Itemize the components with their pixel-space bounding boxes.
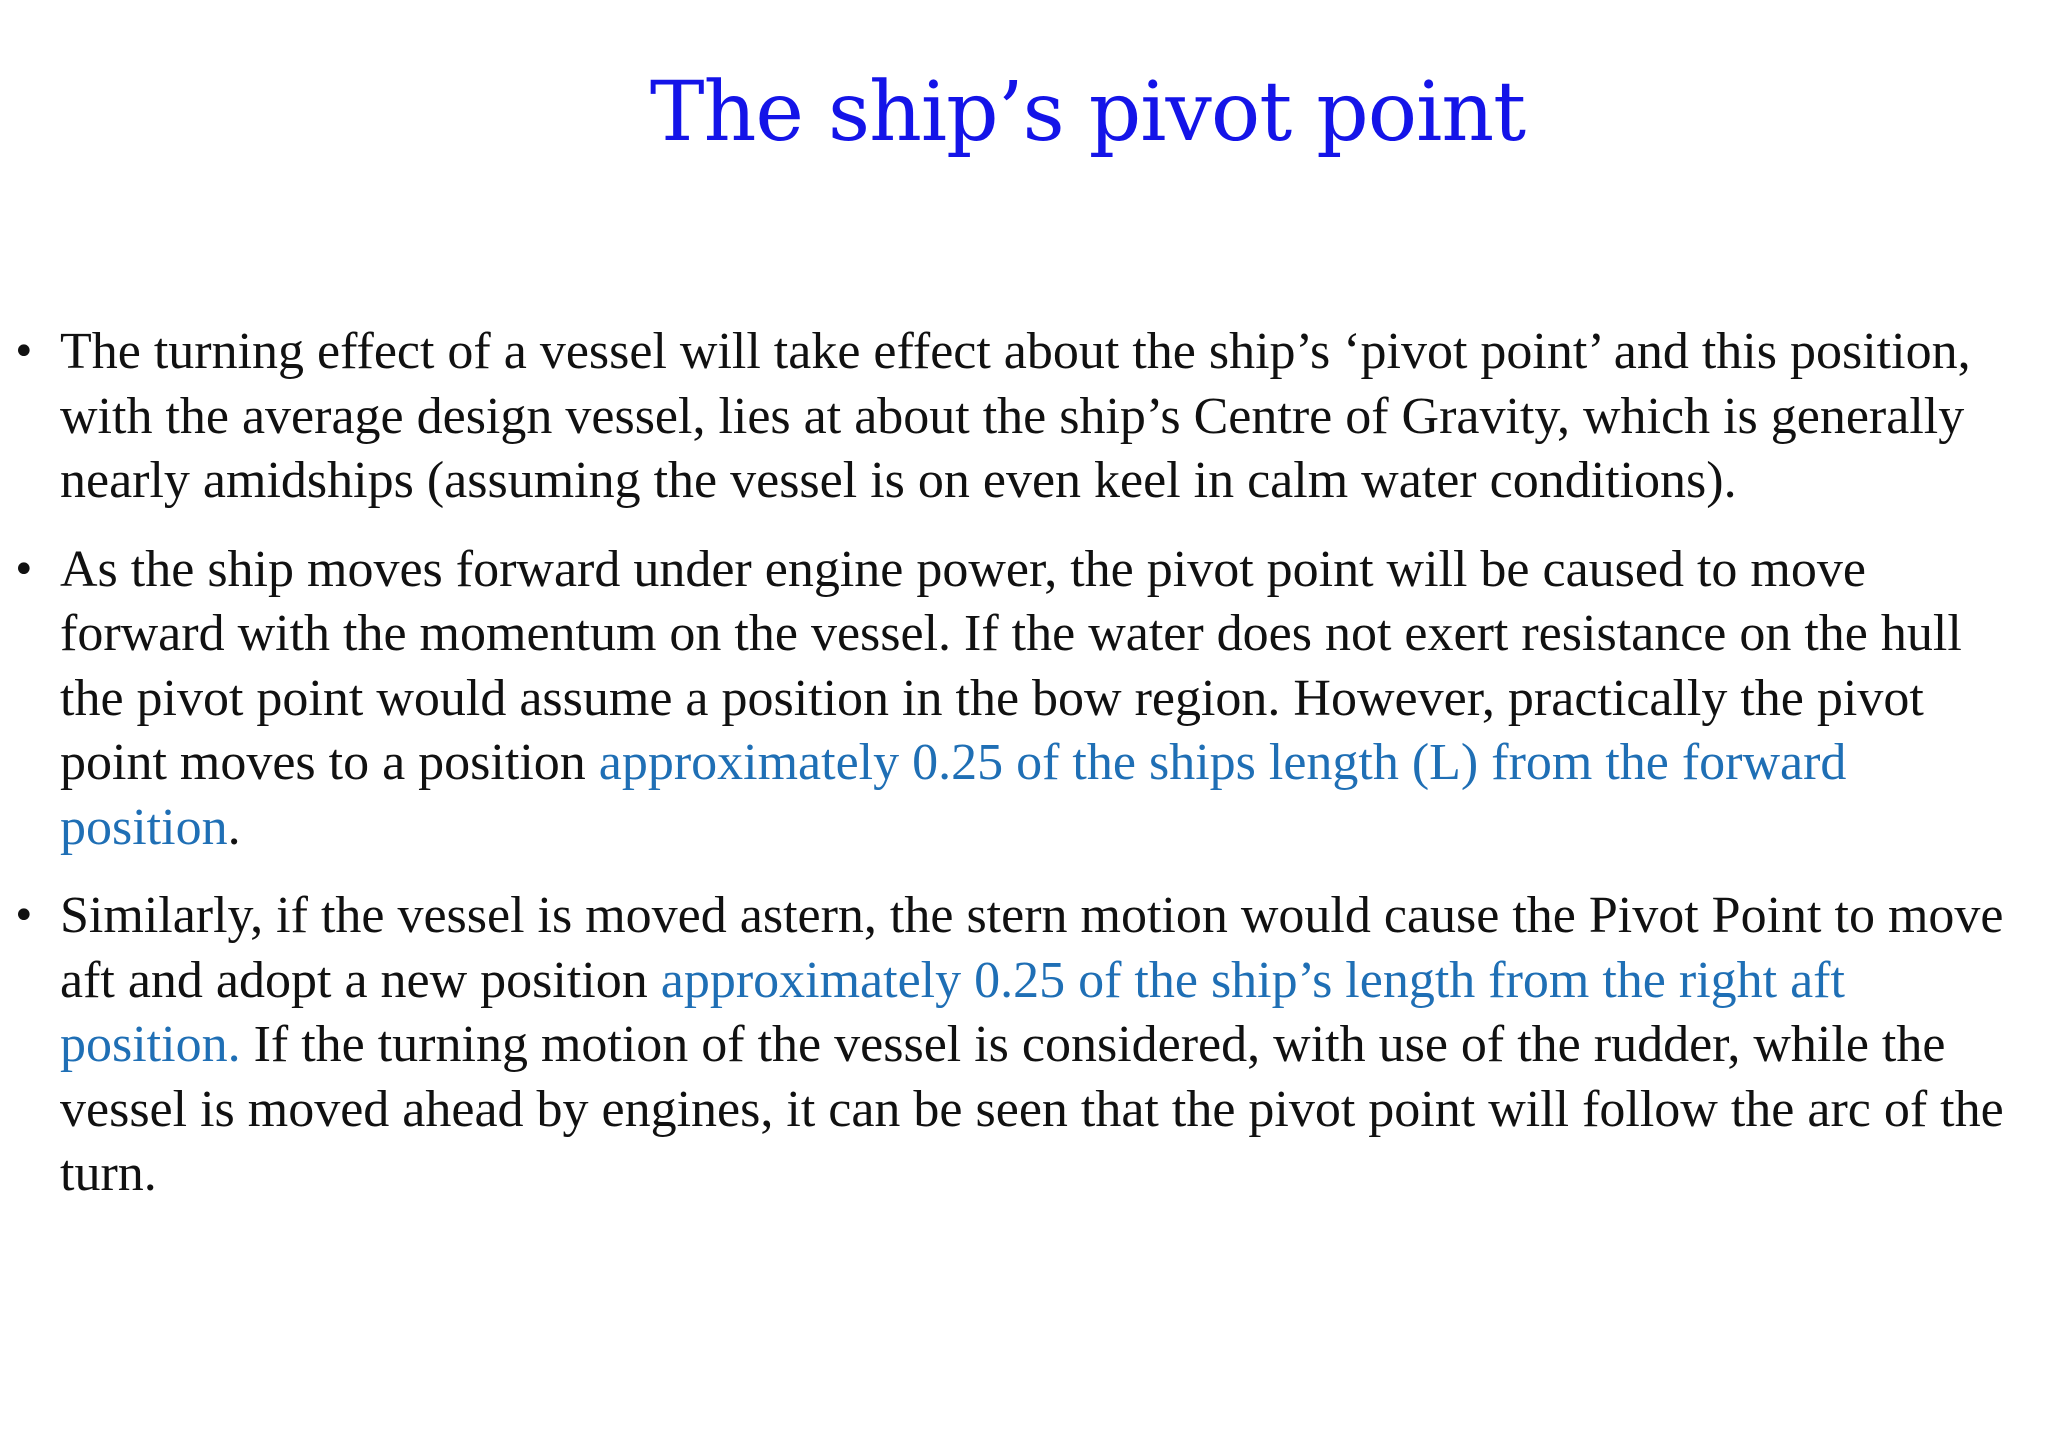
bullet-point-icon: • [12,893,36,939]
slide-title: The ship’s pivot point [649,65,1526,160]
bullet-list [12,320,2036,1231]
bullet-text-run: . [227,798,241,856]
bullet-point-icon: • [12,329,36,375]
highlighted-text-run: approximately 0.25 of the ships length (L) from the forward position [60,734,1847,856]
bullet-text [60,538,2036,861]
bullet-text-run: As the ship moves forward under engine power, the pivot point will be caused to move forward with the momentum on the vessel. If the water does not exert resistance on the hull the pivot point would assume a position in the bow region. However, practically the pivot point moves to a position [60,540,1962,791]
bullet-text [60,320,2036,514]
bullet-text [60,884,2036,1207]
highlighted-text-run: approximately 0.25 of the ship’s length from the right aft position. [60,951,1845,1073]
bullet-text-run: The turning effect of a vessel will take effect about the ship’s ‘pivot point’ and this position, with the average design vessel, lies at about the ship’s Centre of Gravity, which is generally nearly amidships (assuming the vessel is on even keel in calm water conditions). [60,323,1971,509]
bullet-text-run: If the turning motion of the vessel is considered, with use of the rudder, while the vessel is moved ahead by engines, it can be seen that the pivot point will follow the arc of the turn. [60,1016,2004,1202]
bullet-item-1 [12,320,2036,514]
bullet-item-3 [12,884,2036,1207]
bullet-item-2 [12,538,2036,861]
bullet-text-run: Similarly, if the vessel is moved astern, the stern motion would cause the Pivot Point to move aft and adopt a new position [60,887,2004,1009]
bullet-point-icon: • [12,546,36,593]
